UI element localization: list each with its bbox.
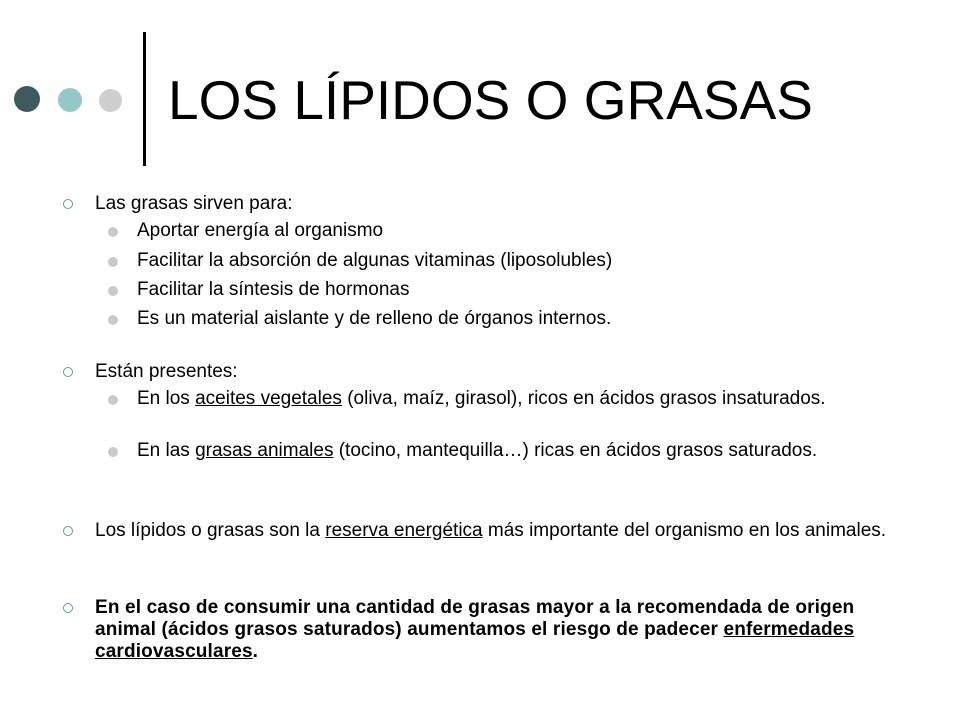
underlined-term: grasas animales [195,440,334,461]
text-segment: Los lípidos o grasas son la [95,520,326,541]
subbullet-vegetable-oils [137,388,897,410]
subbullet-animal-fats [137,440,897,462]
decorative-dot-teal [58,88,82,112]
subbullet-text: Facilitar la absorción de algunas vitaminas (liposolubles) [137,250,613,271]
bullet-cardiovascular-risk [95,597,890,663]
underlined-term: reserva energética [325,520,483,541]
text-segment: (tocino, mantequilla…) ricas en ácidos grasos saturados. [333,440,818,461]
underlined-term: aceites vegetales [195,388,342,409]
subbullet-energy [137,220,897,242]
text-segment: En los [137,388,196,409]
bullet-energy-reserve [95,520,890,542]
bullet-text: Están presentes: [95,361,238,382]
bullet-present [95,361,890,383]
subbullet-text: Es un material aislante y de relleno de órganos internos. [137,308,612,329]
bullet-text: Las grasas sirven para: [95,193,293,214]
text-segment: . [252,641,259,662]
bullet-uses [95,193,890,215]
text-segment: más importante del organismo en los animales. [482,520,887,541]
text-segment: (oliva, maíz, girasol), ricos en ácidos grasos insaturados. [341,388,826,409]
subbullet-hormones [137,279,897,301]
underlined-term: enfermedades cardiovasculares [95,619,855,662]
slide-title: LOS LÍPIDOS O GRASAS [168,69,813,131]
subbullet-vitamins [137,250,897,272]
title-divider [143,32,146,166]
subbullet-insulation [137,308,897,330]
decorative-dot-gray [99,89,122,112]
text-segment: En el caso de consumir una cantidad de grasas mayor a la recomendada de origen animal (ácidos grasos saturados) aumentamos el riesgo de padecer [95,597,855,640]
subbullet-text: Aportar energía al organismo [137,220,384,241]
subbullet-text: Facilitar la síntesis de hormonas [137,279,410,300]
text-segment: En las [137,440,196,461]
decorative-dot-dark [14,86,40,112]
